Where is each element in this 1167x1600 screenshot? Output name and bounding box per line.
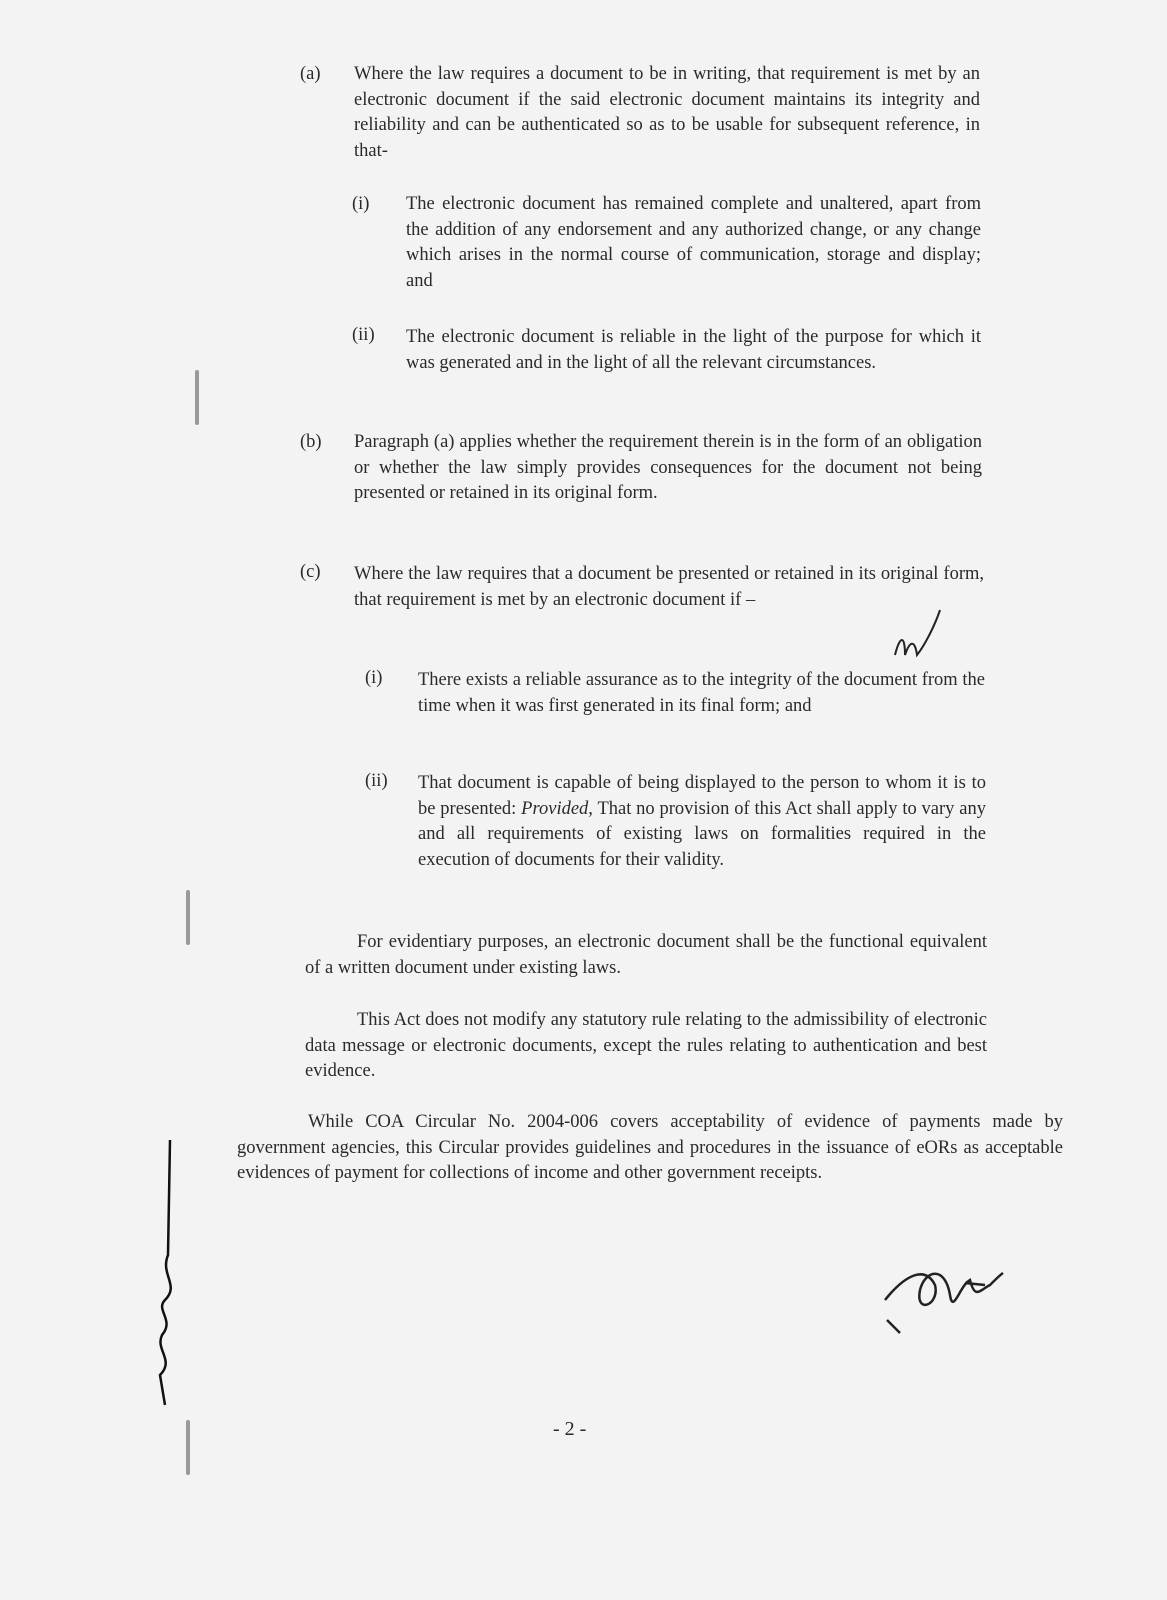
initials-mark [885,605,945,665]
item-label: (a) [300,64,321,84]
item-label: (b) [300,432,322,452]
item-label: (i) [365,668,383,688]
item-text: Where the law requires a document to be in writing, that requirement is met by an electronic document if the said electronic document maintains its integrity and reliability and can be authenticated so as to be usable for subsequent reference, in that- [354,64,980,161]
coa-circular-paragraph: While COA Circular No. 2004-006 covers acceptability of evidence of payments made by government agencies, this Circular provides guidelines and procedures in the issuance of eORs as acceptable evidences of payment for collections of income and other government receipts. [237,1112,1063,1183]
scan-mark [186,1420,190,1475]
item-text: The electronic document has remained complete and unaltered, apart from the addition of any endorsement and any authorized change, or any change which arises in the normal course of communication, storage and display; and [406,194,981,291]
item-label: (ii) [365,771,388,791]
item-text: That document is capable of being displayed to the person to whom it is to be presented: Provided, That no provision of this Act shall apply to vary any and all requirements of existing laws on formalities required in the execution of documents for their validity. [418,773,986,870]
evidentiary-paragraph: For evidentiary purposes, an electronic document shall be the functional equivalent of a written document under existing laws. [305,932,987,978]
item-text: Where the law requires that a document be presented or retained in its original form, that requirement is met by an electronic document if – [354,564,984,610]
item-text: There exists a reliable assurance as to the integrity of the document from the time when it was first generated in its final form; and [418,670,985,716]
item-label: (ii) [352,325,375,345]
page-number: - 2 - [553,1418,587,1440]
scan-mark [195,370,199,425]
item-text: The electronic document is reliable in the light of the purpose for which it was generated and in the light of all the relevant circumstances. [406,327,981,373]
scan-mark [186,890,190,945]
admissibility-paragraph: This Act does not modify any statutory rule relating to the admissibility of electronic data message or electronic documents, except the rules relating to authentication and best evidence. [305,1010,987,1081]
item-text: Paragraph (a) applies whether the requirement therein is in the form of an obligation or whether the law simply provides consequences for the document not being presented or retained in its original form. [354,432,982,503]
signature-left [140,1135,200,1415]
item-label: (i) [352,194,370,214]
item-label: (c) [300,562,321,582]
signature-right [875,1255,1010,1345]
